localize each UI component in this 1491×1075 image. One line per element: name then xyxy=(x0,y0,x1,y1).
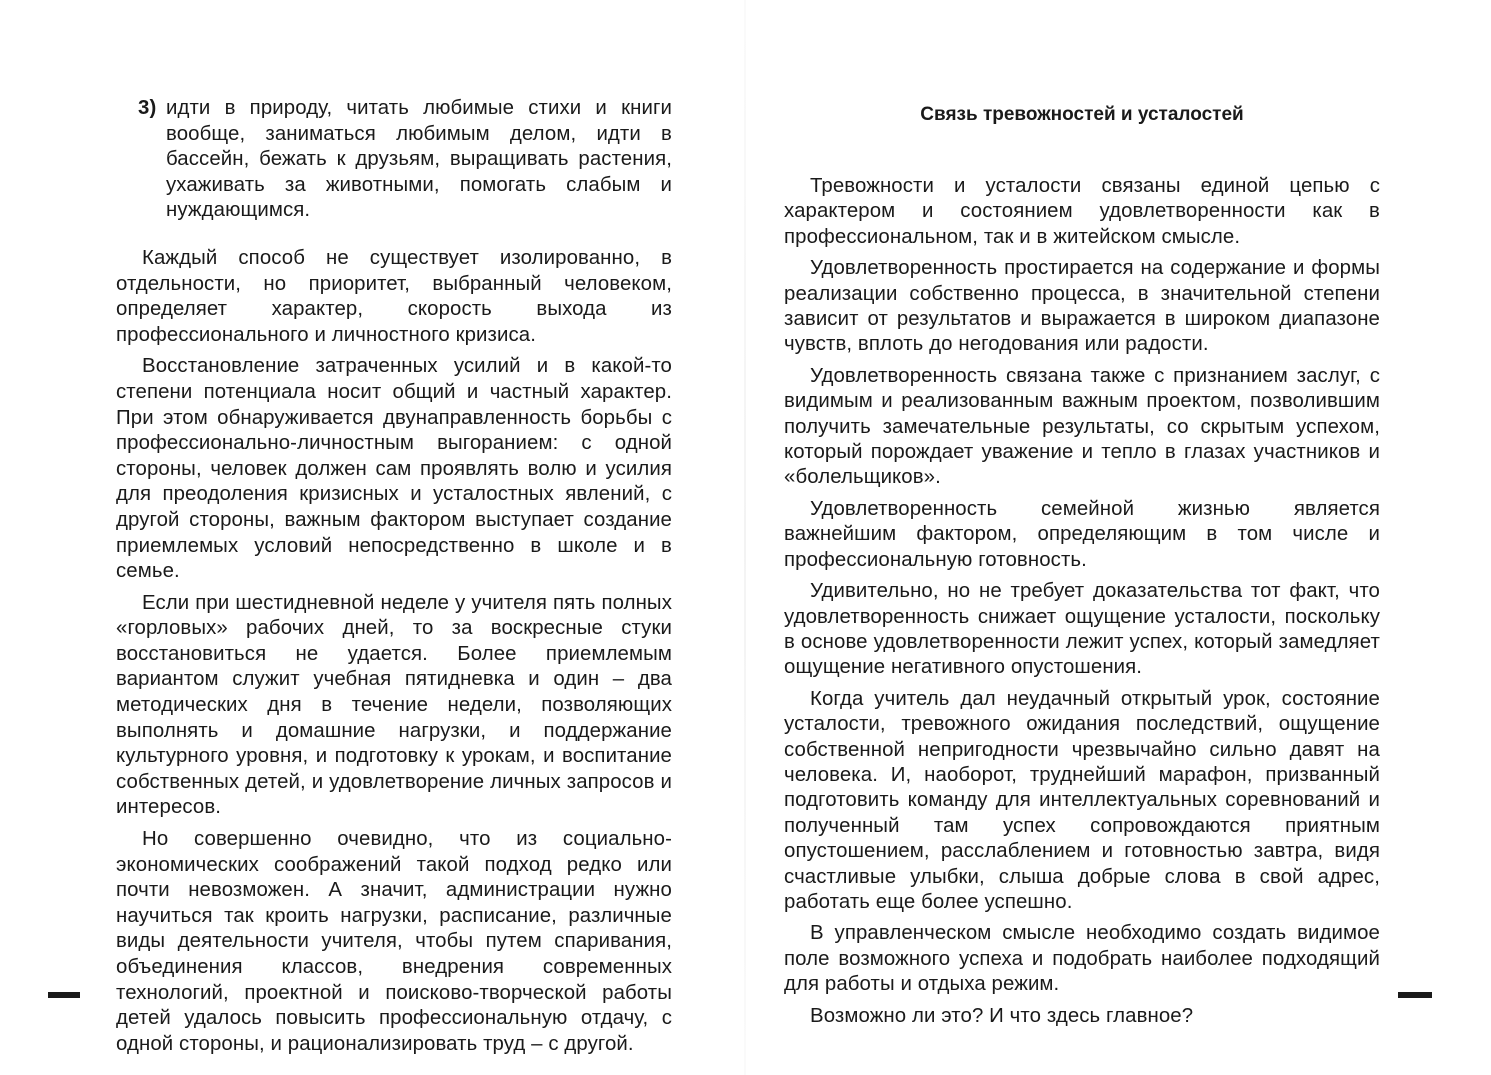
page-edge-mark-right xyxy=(1398,992,1432,998)
right-paragraph-8: Возможно ли это? И что здесь главное? xyxy=(810,1004,1194,1027)
right-paragraph-4: Удовлетворенность семейной жизнью является важнейшим фактором, определяющим в том числе и профессиональную готовность. xyxy=(784,497,1380,571)
right-paragraph-6: Когда учитель дал неудачный открытый урок, состояние усталости, тревожного ожидания последствий, ощущение собственной непригодности чрезвычайно сильно давят на человека. И, наоборот, труднейший марафон, призванный подготовить команду для интеллектуальных соревнований и полученный там успех сопровождаются приятным опустошением, расслаблением и готовностью завтра, видя счастливые улыбки, слыша добрые слова в свой адрес, работать еще более успешно. xyxy=(784,687,1380,913)
left-paragraph-4: Но совершенно очевидно, что из социально-экономических соображений такой подход редко или почти невозможен. А значит, администрации нужно научиться так кроить нагрузки, расписание, различные виды деятельности учителя, чтобы путем спаривания, объединения классов, внедрения современных технологий, проектной и поисково-творческой работы детей удалось повысить профессиональную отдачу, с одной стороны, и рационализировать труд – с другой. xyxy=(116,828,672,1055)
list-item-3 xyxy=(138,96,672,224)
right-paragraph-2: Удовлетворенность простирается на содержание и формы реализации собственно процесса, в значительной степени зависит от результатов и выражается в широком диапазоне чувств, вплоть до негодования или радости. xyxy=(784,257,1380,356)
right-paragraph-1: Тревожности и усталости связаны единой цепью с характером и состоянием удовлетворенности как в профессиональном, так и в житейском смысле. xyxy=(784,175,1380,248)
right-page-text xyxy=(784,174,1380,1029)
list-item-text: идти в природу, читать любимые стихи и книги вообще, заниматься любимым делом, идти в бассейн, бежать к друзьям, выращивать растения, ухаживать за животными, помогать слабым и нуждающимся. xyxy=(166,97,672,222)
left-page-text xyxy=(116,96,672,1057)
right-page xyxy=(784,96,1380,1029)
left-paragraph-1: Каждый способ не существует изолированно, в отдельности, но приоритет, выбранный человеком, определяет характер, скорость выхода из профессионального и личностного кризиса. xyxy=(116,246,672,346)
right-paragraph-5: Удивительно, но не требует доказательства тот факт, что удовлетворенность снижает ощущение усталости, поскольку в основе удовлетворенности лежит успех, который замедляет ощущение негативного опустошения. xyxy=(784,580,1380,679)
right-paragraph-3: Удовлетворенность связана также с признанием заслуг, с видимым и реализованным важным проектом, позволившим получить замечательные результаты, со скрытым успехом, который порождает уважение и тепло в глазах участников и «болельщиков». xyxy=(784,364,1380,489)
page-edge-mark-left xyxy=(48,992,80,998)
left-paragraph-3: Если при шестидневной неделе у учителя пять полных «горловых» рабочих дней, то за воскресные стуки восстановиться не удается. Более приемлемым вариантом служит учебная пятидневка и один – два методических дня в течение недели, позволяющих выполнять и домашние нагрузки, и поддержание культурного уровня, и подготовку к урокам, и воспитание собственных детей, и удовлетворение личных запросов и интересов. xyxy=(116,591,672,819)
book-gutter xyxy=(744,0,746,1075)
section-heading: Связь тревожностей и усталостей xyxy=(920,104,1244,125)
left-paragraph-2: Восстановление затраченных усилий и в какой-то степени потенциала носит общий и частный характер. При этом обнаруживается двунаправленность борьбы с профессионально-личностным выгоранием: с одной стороны, человек должен сам проявлять волю и усилия для преодоления кризисных и усталостных явлений, с другой стороны, важным фактором выступает создание приемлемых условий непосредственно в школе и в семье. xyxy=(116,355,672,583)
right-paragraph-7: В управленческом смысле необходимо создать видимое поле возможного успеха и подобрать наиболее подходящий для работы и отдыха режим. xyxy=(784,922,1380,996)
left-page xyxy=(116,96,672,1057)
list-item-number: 3) xyxy=(138,97,157,119)
